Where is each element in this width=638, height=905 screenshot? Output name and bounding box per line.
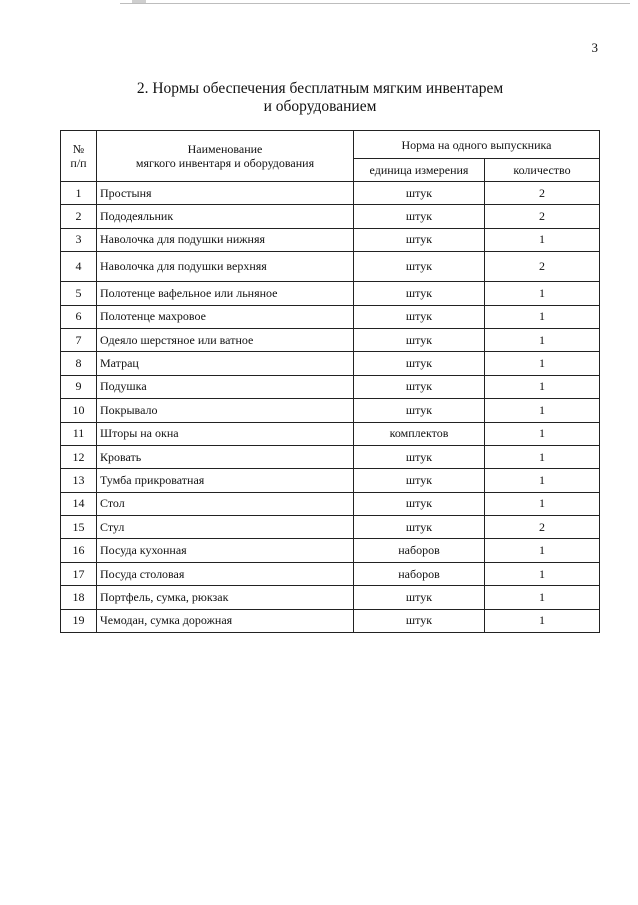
- cell-num: 8: [61, 352, 97, 375]
- table-row: [61, 252, 600, 282]
- cell-num: 15: [61, 516, 97, 539]
- table-row: [61, 205, 600, 228]
- cell-name: Одеяло шерстяное или ватное: [97, 328, 354, 351]
- table-row: [61, 562, 600, 585]
- cell-unit: наборов: [354, 539, 485, 562]
- table-row: [61, 445, 600, 468]
- table-row: [61, 282, 600, 305]
- cell-unit: штук: [354, 305, 485, 328]
- cell-name: Пододеяльник: [97, 205, 354, 228]
- table-row: [61, 399, 600, 422]
- header-name-line-2: мягкого инвентаря и оборудования: [135, 156, 315, 170]
- cell-qty: 2: [485, 205, 600, 228]
- cell-name: Наволочка для подушки нижняя: [97, 228, 354, 251]
- cell-name: Тумба прикроватная: [97, 469, 354, 492]
- cell-name: Чемодан, сумка дорожная: [97, 609, 354, 632]
- cell-qty: 1: [485, 282, 600, 305]
- document-title-line-1: 2. Нормы обеспечения бесплатным мягким инвентарем: [136, 80, 504, 97]
- scan-edge-mark: [132, 0, 146, 3]
- cell-num: 2: [61, 205, 97, 228]
- header-name-line-1: Наименование: [187, 142, 263, 156]
- cell-qty: 1: [485, 539, 600, 562]
- table-row: [61, 305, 600, 328]
- cell-name: Наволочка для подушки верхняя: [97, 252, 354, 282]
- document-title-line-2: и оборудованием: [263, 98, 377, 115]
- cell-unit: штук: [354, 609, 485, 632]
- table-body: [61, 182, 600, 633]
- cell-unit: штук: [354, 352, 485, 375]
- header-num: [61, 131, 97, 182]
- cell-unit: штук: [354, 252, 485, 282]
- table-row: [61, 422, 600, 445]
- table-row: [61, 352, 600, 375]
- cell-name: Полотенце вафельное или льняное: [97, 282, 354, 305]
- cell-qty: 1: [485, 609, 600, 632]
- cell-unit: штук: [354, 516, 485, 539]
- cell-unit: штук: [354, 445, 485, 468]
- cell-name: Кровать: [97, 445, 354, 468]
- cell-qty: 1: [485, 352, 600, 375]
- cell-num: 3: [61, 228, 97, 251]
- cell-qty: 1: [485, 375, 600, 398]
- table-row: [61, 228, 600, 251]
- cell-num: 14: [61, 492, 97, 515]
- header-num-line-1: №: [72, 142, 85, 156]
- cell-qty: 1: [485, 469, 600, 492]
- header-norm: Норма на одного выпускника: [354, 131, 600, 159]
- cell-num: 5: [61, 282, 97, 305]
- document-title: [60, 80, 580, 116]
- cell-name: Подушка: [97, 375, 354, 398]
- cell-unit: штук: [354, 492, 485, 515]
- table-row: [61, 469, 600, 492]
- table-row: [61, 609, 600, 632]
- cell-unit: штук: [354, 399, 485, 422]
- cell-num: 12: [61, 445, 97, 468]
- header-name: [97, 131, 354, 182]
- table-header-row: [61, 131, 600, 159]
- cell-qty: 1: [485, 586, 600, 609]
- header-num-line-2: п/п: [70, 156, 87, 170]
- cell-qty: 1: [485, 328, 600, 351]
- cell-unit: штук: [354, 328, 485, 351]
- cell-unit: штук: [354, 282, 485, 305]
- cell-num: 16: [61, 539, 97, 562]
- header-qty: количество: [485, 159, 600, 182]
- cell-qty: 2: [485, 516, 600, 539]
- cell-num: 17: [61, 562, 97, 585]
- cell-num: 11: [61, 422, 97, 445]
- cell-name: Посуда столовая: [97, 562, 354, 585]
- norms-table: [60, 130, 600, 633]
- cell-num: 19: [61, 609, 97, 632]
- cell-name: Матрац: [97, 352, 354, 375]
- cell-qty: 1: [485, 399, 600, 422]
- table-row: [61, 375, 600, 398]
- cell-name: Стол: [97, 492, 354, 515]
- cell-qty: 2: [485, 182, 600, 205]
- cell-unit: комплектов: [354, 422, 485, 445]
- cell-unit: штук: [354, 182, 485, 205]
- table-row: [61, 182, 600, 205]
- cell-name: Покрывало: [97, 399, 354, 422]
- cell-num: 7: [61, 328, 97, 351]
- table-row: [61, 328, 600, 351]
- cell-qty: 1: [485, 562, 600, 585]
- cell-num: 4: [61, 252, 97, 282]
- cell-name: Полотенце махровое: [97, 305, 354, 328]
- cell-num: 9: [61, 375, 97, 398]
- table-row: [61, 516, 600, 539]
- table-row: [61, 539, 600, 562]
- cell-num: 10: [61, 399, 97, 422]
- cell-num: 18: [61, 586, 97, 609]
- cell-qty: 1: [485, 422, 600, 445]
- cell-qty: 1: [485, 228, 600, 251]
- cell-qty: 2: [485, 252, 600, 282]
- cell-unit: штук: [354, 205, 485, 228]
- cell-unit: штук: [354, 228, 485, 251]
- cell-num: 6: [61, 305, 97, 328]
- page-number: 3: [591, 40, 598, 55]
- cell-unit: штук: [354, 469, 485, 492]
- cell-num: 1: [61, 182, 97, 205]
- cell-num: 13: [61, 469, 97, 492]
- cell-qty: 1: [485, 305, 600, 328]
- cell-unit: штук: [354, 586, 485, 609]
- cell-name: Портфель, сумка, рюкзак: [97, 586, 354, 609]
- cell-unit: наборов: [354, 562, 485, 585]
- table-row: [61, 586, 600, 609]
- table-row: [61, 492, 600, 515]
- cell-name: Простыня: [97, 182, 354, 205]
- scan-edge-line: [120, 3, 630, 4]
- header-unit: единица измерения: [354, 159, 485, 182]
- cell-name: Посуда кухонная: [97, 539, 354, 562]
- cell-name: Шторы на окна: [97, 422, 354, 445]
- cell-qty: 1: [485, 492, 600, 515]
- cell-unit: штук: [354, 375, 485, 398]
- cell-name: Стул: [97, 516, 354, 539]
- cell-qty: 1: [485, 445, 600, 468]
